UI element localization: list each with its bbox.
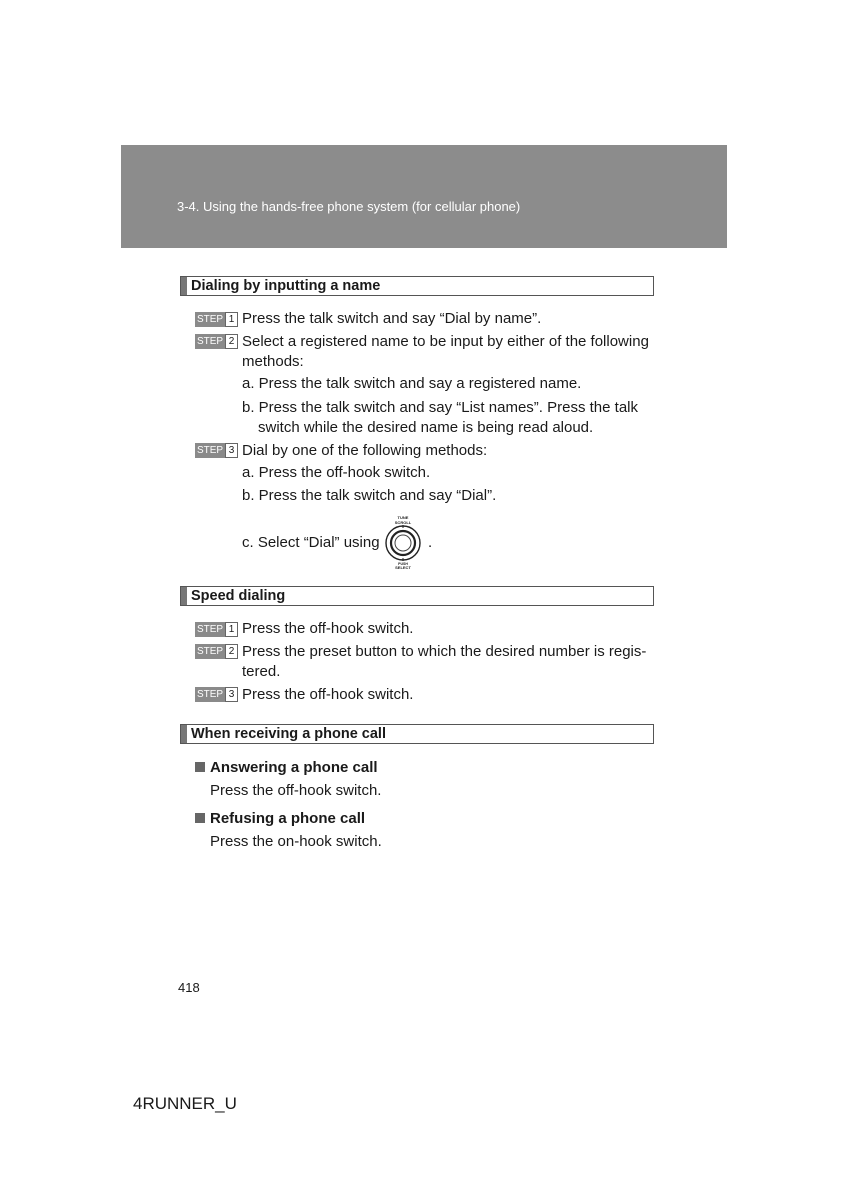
step-text: Press the off-hook switch. bbox=[242, 620, 414, 637]
option-text: b. Press the talk switch and say “List names”. Press the talk bbox=[242, 399, 638, 416]
option-text: b. Press the talk switch and say “Dial”. bbox=[242, 487, 497, 504]
step-label: STEP bbox=[196, 336, 224, 347]
section-heading-receiving-call bbox=[180, 724, 654, 744]
step-text-continued: methods: bbox=[242, 353, 304, 370]
section-heading-bar bbox=[181, 277, 187, 295]
model-code: 4RUNNER_U bbox=[133, 1094, 237, 1113]
step-text: Press the preset button to which the desired number is regis- bbox=[242, 643, 647, 660]
step-label: STEP bbox=[196, 624, 224, 635]
section-title: Dialing by inputting a name bbox=[191, 278, 381, 294]
chapter-header bbox=[121, 145, 727, 248]
option-text: c. Select “Dial” using bbox=[242, 534, 380, 551]
svg-text:PUSH: PUSH bbox=[398, 562, 408, 566]
page-number: 418 bbox=[178, 980, 200, 995]
svg-text:SCROLL: SCROLL bbox=[394, 520, 412, 525]
step-text: Press the talk switch and say “Dial by name”. bbox=[242, 310, 542, 327]
subheading: Refusing a phone call bbox=[210, 810, 366, 827]
instruction-text: Press the on-hook switch. bbox=[210, 833, 382, 850]
instruction-text: Press the off-hook switch. bbox=[210, 782, 382, 799]
option-text-end: . bbox=[428, 534, 433, 551]
square-bullet-icon bbox=[195, 762, 205, 772]
step-number: 2 bbox=[225, 644, 238, 659]
section-heading-bar bbox=[181, 587, 187, 605]
step-number: 1 bbox=[225, 622, 238, 637]
option-text: a. Press the talk switch and say a registered name. bbox=[242, 375, 582, 392]
section-heading-speed-dialing bbox=[180, 586, 654, 606]
chapter-title: 3-4. Using the hands-free phone system (for cellular phone) bbox=[177, 199, 521, 214]
step-label: STEP bbox=[196, 646, 224, 657]
subheading: Answering a phone call bbox=[210, 759, 378, 776]
step-text: Select a registered name to be input by either of the following bbox=[242, 333, 649, 350]
step-number: 1 bbox=[225, 312, 238, 327]
option-text: a. Press the off-hook switch. bbox=[242, 464, 431, 481]
step-number: 3 bbox=[225, 443, 238, 458]
step-label: STEP bbox=[196, 445, 224, 456]
section-title: Speed dialing bbox=[191, 588, 286, 604]
step-text: Dial by one of the following methods: bbox=[242, 442, 488, 459]
step-label: STEP bbox=[196, 314, 224, 325]
section-heading-bar bbox=[181, 725, 187, 743]
svg-text:TUNE: TUNE bbox=[397, 515, 409, 520]
step-number: 2 bbox=[225, 334, 238, 349]
square-bullet-icon bbox=[195, 813, 205, 823]
step-text-continued: tered. bbox=[242, 663, 281, 680]
section-heading-dialing-by-name bbox=[180, 276, 654, 296]
step-number: 3 bbox=[225, 687, 238, 702]
section-title: When receiving a phone call bbox=[191, 726, 386, 742]
step-label: STEP bbox=[196, 689, 224, 700]
tune-scroll-select-knob-icon bbox=[380, 514, 426, 570]
svg-text:SELECT: SELECT bbox=[395, 565, 411, 570]
step-text: Press the off-hook switch. bbox=[242, 686, 414, 703]
option-text-continued: switch while the desired name is being read aloud. bbox=[258, 419, 594, 436]
